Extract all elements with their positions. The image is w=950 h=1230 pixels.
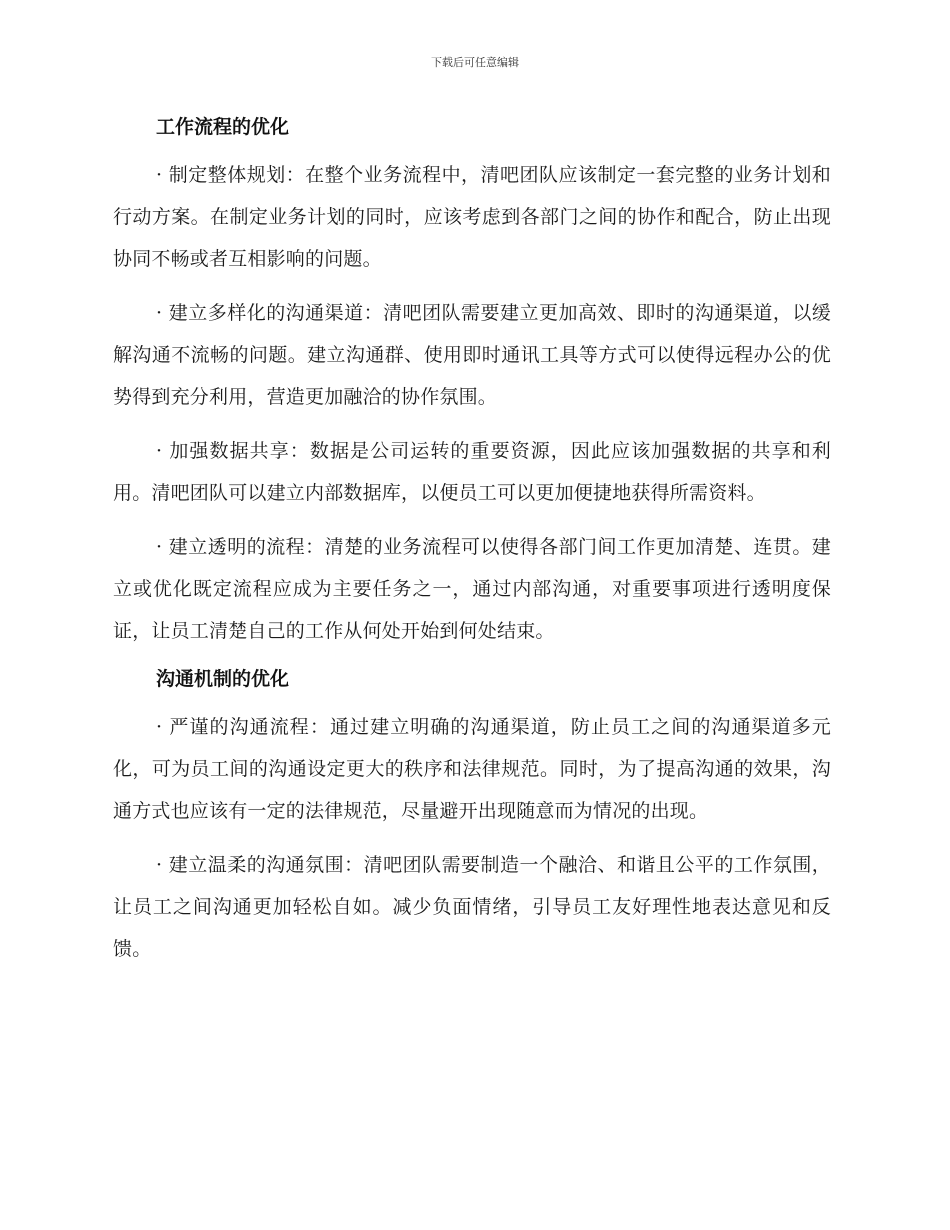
document-body	[113, 112, 831, 970]
page-header: 下载后可任意编辑	[431, 56, 519, 69]
paragraph-data-sharing: · 加强数据共享：数据是公司运转的重要资源，因此应该加强数据的共享和利用。清吧团队可以建立内部数据库，以便员工可以更加便捷地获得所需资料。	[113, 440, 831, 504]
section-heading-communication: 沟通机制的优化	[156, 668, 290, 690]
section-heading-workflow: 工作流程的优化	[156, 116, 290, 138]
paragraph-transparent-process: · 建立透明的流程：清楚的业务流程可以使得各部门间工作更加清楚、连贯。建立或优化既定流程应成为主要任务之一，通过内部沟通，对重要事项进行透明度保证，让员工清楚自己的工作从何处开始到何处结束。	[113, 536, 831, 642]
paragraph-communication-channels: · 建立多样化的沟通渠道：清吧团队需要建立更加高效、即时的沟通渠道，以缓解沟通不流畅的问题。建立沟通群、使用即时通讯工具等方式可以使得远程办公的优势得到充分利用，营造更加融洽的协作氛围。	[113, 302, 831, 408]
paragraph-gentle-atmosphere: · 建立温柔的沟通氛围：清吧团队需要制造一个融洽、和谐且公平的工作氛围，让员工之间沟通更加轻松自如。减少负面情绪，引导员工友好理性地表达意见和反馈。	[113, 854, 831, 960]
paragraph-rigorous-communication: · 严谨的沟通流程：通过建立明确的沟通渠道，防止员工之间的沟通渠道多元化，可为员工间的沟通设定更大的秩序和法律规范。同时，为了提高沟通的效果，沟通方式也应该有一定的法律规范，尽量避开出现随意而为情况的出现。	[113, 716, 831, 822]
paragraph-overall-planning: · 制定整体规划：在整个业务流程中，清吧团队应该制定一套完整的业务计划和行动方案。在制定业务计划的同时，应该考虑到各部门之间的协作和配合，防止出现协同不畅或者互相影响的问题。	[113, 164, 831, 270]
